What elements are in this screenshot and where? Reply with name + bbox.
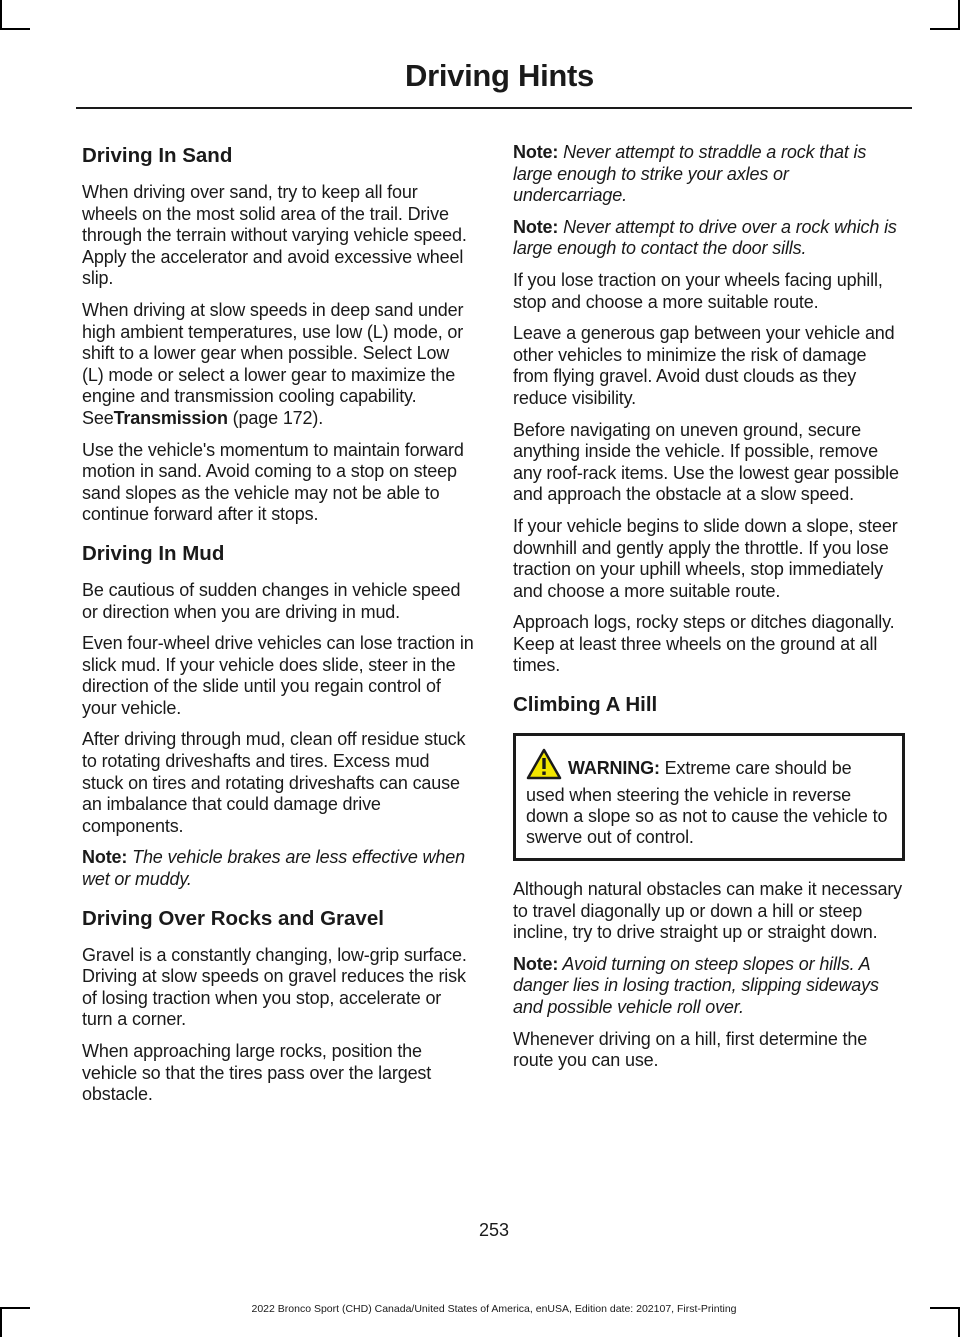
- left-column: [82, 142, 474, 1116]
- note: [513, 217, 905, 260]
- right-column: [513, 142, 905, 1082]
- note: [513, 142, 905, 207]
- note: [82, 847, 474, 890]
- note-text: The vehicle brakes are less effective when wet or muddy.: [82, 847, 465, 890]
- warning-triangle-icon: [526, 748, 562, 785]
- page-number: 253: [478, 1220, 510, 1240]
- warning-text: [526, 748, 892, 848]
- section-heading-rocks: Driving Over Rocks and Gravel: [82, 906, 384, 930]
- note-label: Note:: [513, 953, 559, 974]
- note-text: Never attempt to drive over a rock which is large enough to contact the door sills.: [513, 216, 897, 259]
- paragraph: Be cautious of sudden changes in vehicle speed or direction when you are driving in mud.: [82, 579, 461, 622]
- page-title: Driving Hints: [404, 58, 594, 93]
- note-label: Note:: [513, 216, 559, 237]
- warning-box: [513, 733, 905, 861]
- crop-mark: [0, 28, 30, 30]
- note-label: Note:: [82, 847, 128, 868]
- paragraph: Approach logs, rocky steps or ditches diagonally. Keep at least three wheels on the ground at all times.: [513, 612, 895, 676]
- paragraph: When approaching large rocks, position the vehicle so that the tires pass over the largest obstacle.: [82, 1041, 432, 1105]
- note-text: Avoid turning on steep slopes or hills. A danger lies in losing traction, slipping sideways and possible vehicle roll over.: [513, 953, 879, 1018]
- note-text: Never attempt to straddle a rock that is large enough to strike your axles or undercarriage.: [513, 142, 867, 206]
- paragraph: Even four-wheel drive vehicles can lose traction in slick mud. If your vehicle does slide, steer in the direction of the slide until you regain control of your vehicle.: [82, 633, 474, 718]
- note-label: Note:: [513, 142, 559, 162]
- paragraph: Leave a generous gap between your vehicle and other vehicles to minimize the risk of damage from flying gravel. Avoid dust clouds as they reduce visibility.: [513, 323, 895, 408]
- warning-label: WARNING:: [568, 758, 660, 779]
- header-divider: [76, 107, 912, 109]
- transmission-link[interactable]: Transmission: [113, 407, 228, 428]
- paragraph: Whenever driving on a hill, first determine the route you can use.: [513, 1028, 868, 1071]
- paragraph: If your vehicle begins to slide down a slope, steer downhill and gently apply the throttle. If you lose traction on your uphill wheels, stop immediately and choose a more suitable route.: [513, 515, 898, 601]
- footer-text: 2022 Bronco Sport (CHD) Canada/United States of America, enUSA, Edition date: 202107, First-Printing: [251, 1303, 737, 1315]
- paragraph: Use the vehicle's momentum to maintain forward motion in sand. Avoid coming to a stop on steep sand slopes as the vehicle may not be able to continue forward after it stops.: [82, 439, 464, 525]
- note: [513, 954, 905, 1019]
- paragraph: Although natural obstacles can make it necessary to travel diagonally up or down a hill or steep incline, try to drive straight up or straight down.: [513, 879, 903, 943]
- page-reference: (page 172).: [227, 407, 324, 428]
- section-heading-mud: Driving In Mud: [82, 541, 225, 565]
- section-heading-sand: Driving In Sand: [82, 144, 233, 167]
- paragraph: If you lose traction on your wheels facing uphill, stop and choose a more suitable route.: [513, 269, 883, 312]
- paragraph: After driving through mud, clean off residue stuck to rotating driveshafts and tires. Excess mud stuck on tires and rotating driveshafts can cause an imbalance that could damage drive components.: [82, 729, 466, 836]
- crop-mark: [930, 28, 960, 30]
- section-heading-hill: Climbing A Hill: [513, 693, 658, 717]
- paragraph: Before navigating on uneven ground, secure anything inside the vehicle. If possible, remove any roof-rack items. Use the lowest gear possible and approach the obstacle at a slow speed.: [513, 419, 899, 505]
- paragraph: When driving over sand, try to keep all four wheels on the most solid area of the trail. Drive through the terrain without varying vehicle speed. Apply the accelerator and avoid excessive wheel slip.: [82, 182, 467, 289]
- warning-body: Extreme care should be used when steering the vehicle in reverse down a slope so as not to cause the vehicle to swerve out of control.: [526, 758, 888, 848]
- paragraph: Gravel is a constantly changing, low-grip surface. Driving at slow speeds on gravel reduces the risk of losing traction when you stop, accelerate or turn a corner.: [82, 944, 467, 1030]
- paragraph-text: When driving at slow speeds in deep sand under high ambient temperatures, use low (L) mode, or shift to a lower gear when possible. Select Low (L) mode or select a lower gear to maximize the engine and transmission cooling capability. See: [82, 299, 464, 428]
- paragraph: [82, 300, 474, 430]
- crop-mark: [0, 0, 2, 30]
